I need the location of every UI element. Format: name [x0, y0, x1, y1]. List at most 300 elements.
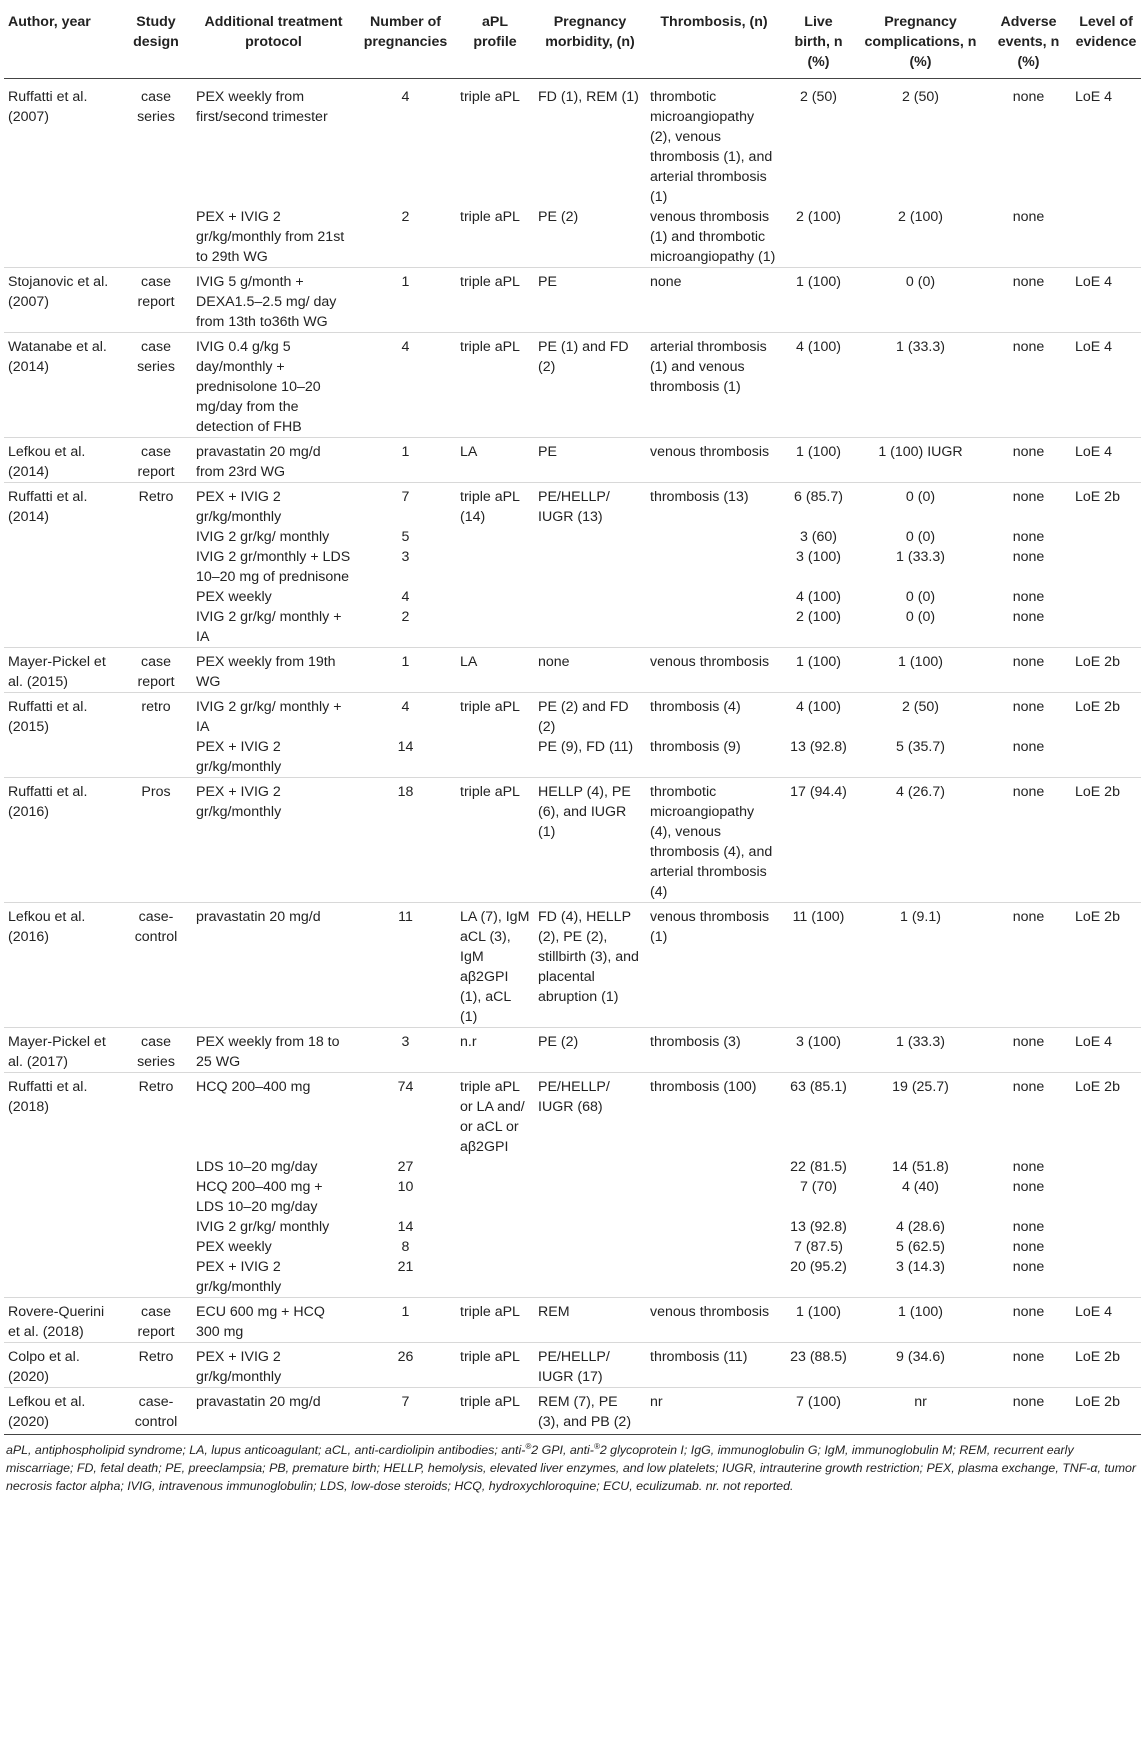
- table-row: [4, 79, 1141, 208]
- table-row: [4, 1028, 1141, 1073]
- cell-apl: [456, 737, 534, 778]
- cell-n: 7: [401, 1394, 410, 1410]
- cell-author: Ruffatti et al. (2007): [8, 89, 88, 125]
- cell-morbidity: [534, 1217, 646, 1237]
- cell-adverse: none: [1012, 1304, 1045, 1320]
- cell-design: case series: [137, 1034, 175, 1070]
- header-author: Author, year: [4, 8, 120, 79]
- cell-apl: LA: [460, 654, 478, 670]
- table-row: [4, 1157, 1141, 1177]
- cell-complications: 4 (40): [901, 1179, 940, 1195]
- cell-apl: [456, 1237, 534, 1257]
- cell-morbidity: REM: [538, 1304, 570, 1320]
- cell-thrombosis: [646, 1177, 782, 1217]
- cell-author: [4, 1157, 120, 1177]
- cell-live: 2 (100): [796, 209, 841, 225]
- cell-author: Stojanovic et al. (2007): [8, 274, 109, 310]
- cell-adverse: none: [1012, 1179, 1045, 1195]
- cell-loe: LoE 4: [1075, 274, 1113, 290]
- cell-morbidity: FD (4), HELLP (2), PE (2), stillbirth (3), and placental abruption (1): [538, 909, 639, 1005]
- cell-protocol: HCQ 200–400 mg + LDS 10–20 mg/day: [196, 1179, 323, 1215]
- cell-complications: 9 (34.6): [896, 1349, 945, 1365]
- table-row: [4, 527, 1141, 547]
- cell-loe: LoE 2b: [1075, 784, 1120, 800]
- table-row: [4, 903, 1141, 1028]
- cell-loe: [1071, 587, 1141, 607]
- cell-morbidity: PE/HELLP/ IUGR (68): [538, 1079, 610, 1115]
- cell-n: 21: [397, 1259, 414, 1275]
- cell-protocol: IVIG 0.4 g/kg 5 day/monthly + prednisolone 10–20 mg/day from the detection of FHB: [196, 339, 321, 435]
- cell-design: case report: [137, 654, 175, 690]
- cell-author: [4, 547, 120, 587]
- table-row: [4, 1388, 1141, 1435]
- cell-protocol: IVIG 2 gr/kg/ monthly + IA: [196, 609, 342, 645]
- cell-design: [120, 1157, 192, 1177]
- cell-complications: 2 (50): [901, 699, 940, 715]
- cell-complications: nr: [914, 1394, 927, 1410]
- cell-loe: LoE 4: [1075, 1034, 1113, 1050]
- header-pregnancies: Number of pregnancies: [355, 8, 456, 79]
- cell-protocol: ECU 600 mg + HCQ 300 mg: [196, 1304, 325, 1340]
- cell-morbidity: PE (9), FD (11): [538, 739, 634, 755]
- cell-protocol: PEX + IVIG 2 gr/kg/monthly: [196, 1259, 282, 1295]
- header-complications: Pregnancy complications, n (%): [855, 8, 986, 79]
- cell-author: Watanabe et al. (2014): [8, 339, 107, 375]
- cell-design: [120, 737, 192, 778]
- footnote-text-3: 2 glycoprotein I; IgG, immunoglobulin G; IgM, immunoglobulin M; REM, recurrent early miscarriage; FD, fetal death; PE, preeclampsia; PB, premature birth; HELLP, hemolysis, elevated liver enzymes, and low platelets; IUGR, intrauterine growth restriction; PEX, plasma exchange, TNF-α, tumor necrosis factor alpha; IVIG, intravenous immunoglobulin; LDS, low-dose steroids; HCQ, hydroxychloroquine; ECU, eculizumab. nr. not reported.: [6, 1443, 1137, 1494]
- cell-complications: 2 (50): [901, 89, 940, 105]
- cell-design: [120, 1237, 192, 1257]
- cell-apl: [456, 1257, 534, 1298]
- cell-n: 10: [397, 1179, 414, 1195]
- cell-morbidity: FD (1), REM (1): [538, 89, 639, 105]
- cell-adverse: none: [1012, 784, 1045, 800]
- cell-design: Retro: [138, 1079, 174, 1095]
- cell-thrombosis: thrombotic microangiopathy (2), venous thrombosis (1), and arterial thrombosis (1): [650, 89, 773, 205]
- cell-author: [4, 1237, 120, 1257]
- cell-complications: 4 (28.6): [896, 1219, 945, 1235]
- table-row: [4, 1177, 1141, 1217]
- cell-design: case series: [137, 339, 175, 375]
- cell-loe: [1071, 1177, 1141, 1217]
- cell-morbidity: PE (2): [538, 209, 579, 225]
- cell-protocol: IVIG 5 g/month + DEXA1.5–2.5 mg/ day from 13th to36th WG: [196, 274, 337, 330]
- cell-morbidity: PE: [538, 274, 557, 290]
- cell-live: 3 (60): [799, 529, 838, 545]
- cell-thrombosis: [646, 527, 782, 547]
- table-row: [4, 207, 1141, 268]
- cell-adverse: none: [1012, 699, 1045, 715]
- cell-loe: LoE 2b: [1075, 489, 1120, 505]
- cell-n: 8: [401, 1239, 410, 1255]
- cell-design: case- control: [134, 909, 178, 945]
- table-row: [4, 1237, 1141, 1257]
- cell-protocol: IVIG 2 gr/monthly + LDS 10–20 mg of prednisone: [196, 549, 351, 585]
- header-thrombosis: Thrombosis, (n): [646, 8, 782, 79]
- cell-adverse: none: [1012, 489, 1045, 505]
- cell-design: retro: [141, 699, 171, 715]
- cell-adverse: none: [1012, 444, 1045, 460]
- cell-loe: [1071, 547, 1141, 587]
- cell-n: 7: [401, 489, 410, 505]
- cell-design: case report: [137, 1304, 175, 1340]
- cell-thrombosis: [646, 1157, 782, 1177]
- cell-live: 13 (92.8): [790, 1219, 847, 1235]
- table-row: [4, 648, 1141, 693]
- cell-design: [120, 607, 192, 648]
- cell-design: case report: [137, 274, 175, 310]
- cell-design: Retro: [138, 1349, 174, 1365]
- cell-thrombosis: thrombosis (11): [650, 1349, 748, 1365]
- cell-author: Lefkou et al. (2014): [8, 444, 86, 480]
- cell-live: 7 (87.5): [794, 1239, 843, 1255]
- cell-complications: 5 (62.5): [896, 1239, 945, 1255]
- table-row: [4, 1298, 1141, 1343]
- cell-adverse: none: [1012, 654, 1045, 670]
- header-morbidity: Pregnancy morbidity, (n): [534, 8, 646, 79]
- cell-protocol: PEX weekly from first/second trimester: [196, 89, 328, 125]
- cell-morbidity: none: [538, 654, 570, 670]
- header-live-birth: Live birth, n (%): [782, 8, 855, 79]
- cell-morbidity: [534, 587, 646, 607]
- cell-loe: LoE 2b: [1075, 654, 1120, 670]
- cell-live: 1 (100): [796, 1304, 841, 1320]
- header-design: Study design: [120, 8, 192, 79]
- cell-live: 23 (88.5): [790, 1349, 847, 1365]
- cell-n: 1: [401, 274, 410, 290]
- cell-author: Ruffatti et al. (2015): [8, 699, 88, 735]
- cell-complications: 0 (0): [905, 609, 936, 625]
- cell-complications: 19 (25.7): [892, 1079, 949, 1095]
- cell-apl: LA (7), IgM aCL (3), IgM aβ2GPI (1), aCL (1): [460, 909, 530, 1025]
- cell-adverse: none: [1012, 274, 1045, 290]
- footnote-text-1: aPL, antiphospholipid syndrome; LA, lupus anticoagulant; aCL, anti-cardiolipin antibodies; anti-: [6, 1443, 526, 1458]
- cell-thrombosis: venous thrombosis: [650, 444, 770, 460]
- cell-loe: LoE 4: [1075, 89, 1113, 105]
- cell-n: 1: [401, 1304, 410, 1320]
- cell-morbidity: [534, 607, 646, 648]
- table-row: [4, 1073, 1141, 1158]
- cell-design: Pros: [141, 784, 171, 800]
- cell-thrombosis: [646, 607, 782, 648]
- cell-live: 1 (100): [796, 274, 841, 290]
- cell-protocol: LDS 10–20 mg/day: [196, 1159, 318, 1175]
- cell-morbidity: [534, 527, 646, 547]
- cell-apl: [456, 547, 534, 587]
- cell-loe: [1071, 737, 1141, 778]
- cell-adverse: none: [1012, 1259, 1045, 1275]
- cell-apl: [456, 527, 534, 547]
- cell-live: 13 (92.8): [790, 739, 847, 755]
- cell-author: Lefkou et al. (2020): [8, 1394, 86, 1430]
- cell-loe: [1071, 1217, 1141, 1237]
- cell-live: 2 (50): [799, 89, 838, 105]
- cell-loe: [1071, 1157, 1141, 1177]
- cell-adverse: none: [1012, 1239, 1045, 1255]
- cell-apl: [456, 1157, 534, 1177]
- cell-protocol: PEX weekly from 18 to 25 WG: [196, 1034, 340, 1070]
- cell-apl: triple aPL: [460, 1304, 520, 1320]
- cell-adverse: none: [1012, 549, 1045, 565]
- cell-design: [120, 207, 192, 268]
- header-row: [4, 8, 1141, 79]
- cell-thrombosis: [646, 587, 782, 607]
- cell-protocol: PEX weekly: [196, 1239, 272, 1255]
- cell-n: 1: [401, 444, 410, 460]
- cell-n: 5: [401, 529, 410, 545]
- cell-thrombosis: [646, 547, 782, 587]
- cell-complications: 3 (14.3): [896, 1259, 945, 1275]
- cell-protocol: IVIG 2 gr/kg/ monthly + IA: [196, 699, 342, 735]
- table-row: [4, 268, 1141, 333]
- cell-design: [120, 547, 192, 587]
- cell-complications: 2 (100): [898, 209, 943, 225]
- cell-design: [120, 587, 192, 607]
- cell-adverse: none: [1012, 739, 1045, 755]
- cell-n: 1: [401, 654, 410, 670]
- cell-author: [4, 527, 120, 547]
- cell-loe: LoE 4: [1075, 339, 1113, 355]
- cell-adverse: none: [1012, 529, 1045, 545]
- cell-loe: LoE 2b: [1075, 1349, 1120, 1365]
- cell-complications: 14 (51.8): [892, 1159, 949, 1175]
- cell-author: Ruffatti et al. (2016): [8, 784, 88, 820]
- cell-live: 7 (100): [796, 1394, 841, 1410]
- cell-apl: triple aPL or LA and/ or aCL or aβ2GPI: [460, 1079, 525, 1155]
- table-body: [4, 79, 1141, 1435]
- cell-thrombosis: venous thrombosis (1): [650, 909, 770, 945]
- cell-complications: 1 (100): [898, 654, 943, 670]
- cell-protocol: PEX + IVIG 2 gr/kg/monthly: [196, 1349, 282, 1385]
- table-row: [4, 483, 1141, 528]
- cell-adverse: none: [1012, 209, 1045, 225]
- cell-morbidity: [534, 1237, 646, 1257]
- cell-author: [4, 587, 120, 607]
- table-row: [4, 438, 1141, 483]
- table-row: [4, 547, 1141, 587]
- footnote: [4, 1435, 1141, 1495]
- cell-live: 3 (100): [796, 1034, 841, 1050]
- cell-complications: 5 (35.7): [896, 739, 945, 755]
- cell-loe: [1071, 527, 1141, 547]
- cell-n: 74: [397, 1079, 414, 1095]
- cell-morbidity: PE: [538, 444, 557, 460]
- cell-adverse: none: [1012, 1079, 1045, 1095]
- cell-complications: 1 (100) IUGR: [878, 444, 963, 460]
- cell-author: [4, 737, 120, 778]
- cell-complications: 0 (0): [905, 274, 936, 290]
- cell-adverse: none: [1012, 1219, 1045, 1235]
- cell-complications: 1 (33.3): [896, 1034, 945, 1050]
- cell-apl: LA: [460, 444, 478, 460]
- cell-design: Retro: [138, 489, 174, 505]
- cell-complications: 1 (9.1): [899, 909, 941, 925]
- cell-design: case report: [137, 444, 175, 480]
- cell-complications: 4 (26.7): [896, 784, 945, 800]
- table-row: [4, 693, 1141, 738]
- cell-morbidity: HELLP (4), PE (6), and IUGR (1): [538, 784, 631, 840]
- cell-thrombosis: [646, 1257, 782, 1298]
- cell-protocol: pravastatin 20 mg/d: [196, 909, 321, 925]
- cell-n: 4: [401, 699, 410, 715]
- cell-morbidity: REM (7), PE (3), and PB (2): [538, 1394, 632, 1430]
- cell-thrombosis: thrombotic microangiopathy (4), venous thrombosis (4), and arterial thrombosis (4): [650, 784, 773, 900]
- cell-thrombosis: venous thrombosis (1) and thrombotic microangiopathy (1): [650, 209, 776, 265]
- cell-complications: 1 (100): [898, 1304, 943, 1320]
- table-row: [4, 778, 1141, 903]
- footnote-text-2: 2 GPI, anti-: [531, 1443, 594, 1458]
- cell-thrombosis: nr: [650, 1394, 663, 1410]
- cell-apl: [456, 607, 534, 648]
- cell-apl: [456, 1177, 534, 1217]
- cell-apl: triple aPL: [460, 784, 520, 800]
- cell-live: 1 (100): [796, 654, 841, 670]
- header-apl: aPL profile: [456, 8, 534, 79]
- cell-live: 17 (94.4): [790, 784, 847, 800]
- cell-live: 1 (100): [796, 444, 841, 460]
- table-row: [4, 737, 1141, 778]
- cell-thrombosis: [646, 1237, 782, 1257]
- footnote-sup-2: ®: [593, 1442, 600, 1451]
- cell-live: 22 (81.5): [790, 1159, 847, 1175]
- cell-author: Colpo et al. (2020): [8, 1349, 80, 1385]
- cell-loe: LoE 2b: [1075, 1079, 1120, 1095]
- header-protocol: Additional treatment protocol: [192, 8, 355, 79]
- cell-author: Lefkou et al. (2016): [8, 909, 86, 945]
- table-row: [4, 333, 1141, 438]
- cell-thrombosis: venous thrombosis: [650, 654, 770, 670]
- cell-apl: n.r: [460, 1034, 477, 1050]
- cell-protocol: PEX + IVIG 2 gr/kg/monthly: [196, 784, 282, 820]
- cell-protocol: HCQ 200–400 mg: [196, 1079, 311, 1095]
- table-row: [4, 1343, 1141, 1388]
- cell-n: 3: [401, 549, 410, 565]
- cell-protocol: PEX + IVIG 2 gr/kg/monthly: [196, 739, 282, 775]
- table-row: [4, 607, 1141, 648]
- cell-n: 14: [397, 739, 414, 755]
- cell-adverse: none: [1012, 339, 1045, 355]
- cell-loe: LoE 4: [1075, 1304, 1113, 1320]
- cell-protocol: IVIG 2 gr/kg/ monthly: [196, 1219, 330, 1235]
- cell-morbidity: PE/HELLP/ IUGR (17): [538, 1349, 610, 1385]
- cell-design: [120, 1257, 192, 1298]
- cell-morbidity: PE/HELLP/ IUGR (13): [538, 489, 610, 525]
- cell-author: Mayer-Pickel et al. (2015): [8, 654, 106, 690]
- cell-morbidity: PE (2): [538, 1034, 579, 1050]
- cell-adverse: none: [1012, 1349, 1045, 1365]
- cell-author: Rovere-Querini et al. (2018): [8, 1304, 105, 1340]
- cell-thrombosis: arterial thrombosis (1) and venous thrombosis (1): [650, 339, 767, 395]
- cell-adverse: none: [1012, 609, 1045, 625]
- cell-design: case series: [137, 89, 175, 125]
- cell-complications: 0 (0): [905, 589, 936, 605]
- header-adverse: Adverse events, n (%): [986, 8, 1071, 79]
- cell-thrombosis: venous thrombosis: [650, 1304, 770, 1320]
- cell-author: [4, 207, 120, 268]
- cell-author: [4, 1257, 120, 1298]
- header-evidence: Level of evidence: [1071, 8, 1141, 79]
- cell-protocol: pravastatin 20 mg/d from 23rd WG: [196, 444, 321, 480]
- cell-loe: LoE 4: [1075, 444, 1113, 460]
- cell-morbidity: [534, 1177, 646, 1217]
- cell-protocol: PEX weekly: [196, 589, 272, 605]
- evidence-table: [4, 8, 1141, 1435]
- cell-thrombosis: thrombosis (9): [650, 739, 741, 755]
- cell-complications: 0 (0): [905, 529, 936, 545]
- cell-protocol: IVIG 2 gr/kg/ monthly: [196, 529, 330, 545]
- cell-live: 4 (100): [796, 589, 841, 605]
- cell-protocol: PEX + IVIG 2 gr/kg/monthly: [196, 489, 282, 525]
- cell-adverse: none: [1012, 1394, 1045, 1410]
- table-row: [4, 587, 1141, 607]
- cell-thrombosis: none: [650, 274, 682, 290]
- cell-live: 2 (100): [796, 609, 841, 625]
- cell-design: [120, 527, 192, 547]
- cell-apl: triple aPL: [460, 209, 520, 225]
- table-row: [4, 1257, 1141, 1298]
- cell-protocol: pravastatin 20 mg/d: [196, 1394, 321, 1410]
- footnote-sup-1: ®: [525, 1442, 532, 1451]
- cell-live: 6 (85.7): [794, 489, 843, 505]
- cell-apl: [456, 1217, 534, 1237]
- cell-n: 26: [397, 1349, 414, 1365]
- cell-protocol: PEX weekly from 19th WG: [196, 654, 336, 690]
- cell-loe: [1071, 1237, 1141, 1257]
- cell-adverse: none: [1012, 1034, 1045, 1050]
- cell-morbidity: [534, 1157, 646, 1177]
- cell-n: 11: [398, 909, 413, 925]
- cell-loe: [1071, 207, 1141, 268]
- cell-n: 18: [397, 784, 414, 800]
- cell-loe: [1071, 607, 1141, 648]
- cell-loe: [1071, 1257, 1141, 1298]
- cell-loe: LoE 2b: [1075, 1394, 1120, 1410]
- cell-design: [120, 1217, 192, 1237]
- cell-morbidity: PE (2) and FD (2): [538, 699, 629, 735]
- cell-complications: 1 (33.3): [896, 339, 945, 355]
- cell-author: [4, 607, 120, 648]
- cell-thrombosis: thrombosis (100): [650, 1079, 757, 1095]
- cell-design: [120, 1177, 192, 1217]
- cell-author: Ruffatti et al. (2018): [8, 1079, 88, 1115]
- cell-adverse: none: [1012, 89, 1045, 105]
- cell-live: 7 (70): [799, 1179, 838, 1195]
- cell-apl: [456, 587, 534, 607]
- cell-adverse: none: [1012, 1159, 1045, 1175]
- cell-loe: LoE 2b: [1075, 909, 1120, 925]
- cell-thrombosis: [646, 1217, 782, 1237]
- cell-adverse: none: [1012, 909, 1045, 925]
- cell-n: 14: [397, 1219, 414, 1235]
- cell-n: 2: [401, 609, 410, 625]
- cell-morbidity: PE (1) and FD (2): [538, 339, 629, 375]
- cell-complications: 1 (33.3): [896, 549, 945, 565]
- cell-live: 4 (100): [796, 339, 841, 355]
- cell-complications: 0 (0): [905, 489, 936, 505]
- cell-morbidity: [534, 1257, 646, 1298]
- cell-author: [4, 1177, 120, 1217]
- cell-apl: triple aPL: [460, 1394, 520, 1410]
- cell-thrombosis: thrombosis (3): [650, 1034, 741, 1050]
- cell-live: 4 (100): [796, 699, 841, 715]
- cell-n: 3: [401, 1034, 410, 1050]
- table-row: [4, 1217, 1141, 1237]
- cell-apl: triple aPL: [460, 699, 520, 715]
- cell-n: 4: [401, 339, 410, 355]
- cell-thrombosis: thrombosis (13): [650, 489, 749, 505]
- cell-live: 3 (100): [796, 549, 841, 565]
- cell-live: 63 (85.1): [790, 1079, 847, 1095]
